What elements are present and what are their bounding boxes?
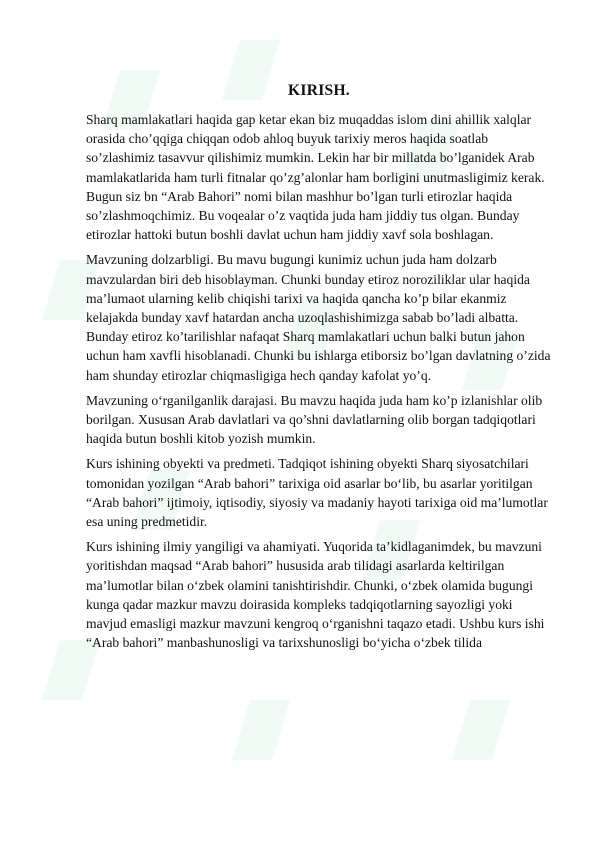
section-title: KIRISH.: [288, 82, 350, 99]
paragraph-intro: Sharq mamlakatlari haqida gap ketar ekan biz muqaddas islom dini ahillik xalqlar orasida cho’qqiga chiqqan odob ahloq buyuk tarixiy meros haqida soatlab so’zlashimiz tasavvur qilishimiz mumkin. Lekin har bir millatda bo’lganidek Arab mamlakatlarida ham turli fitnalar qo’zg’alonlar ham borligini unutmasligimiz kerak. Bugun siz bn “Arab Bahori” nomi bilan mashhur bo’lgan turli etirozlar haqida so’zlashmoqchimiz. Bu voqealar o’z vaqtida juda ham jiddiy tus olgan. Bunday etirozlar hattoki butun boshli davlat uchun ham jiddiy xavf sola boshlagan.: [86, 112, 545, 243]
document-body: [86, 82, 552, 658]
watermark-shape: [232, 700, 290, 760]
paragraph-relevance: Mavzuning dolzarbligi. Bu mavu bugungi kunimiz uchun juda ham dolzarb mavzulardan biri deb hisoblayman. Chunki bunday etiroz noroziliklar ular haqida ma’lumaot ularning kelib chiqishi tarixi va haqida qancha ko’p bilar ekanmiz kelajakda bunday xavf hatardan ancha uzoqlashishimizga sabab bo’ladi albatta. Bunday etiroz ko’tarilishlar nafaqat Sharq mamlakatlari uchun balki butun jahon uchun ham xavfli hisoblanadi. Chunki bu ishlarga etiborsiz bo’lgan davlatning o’zida ham shunday etirozlar chiqmasligiga hech qanday kafolat yo’q.: [86, 252, 551, 383]
paragraph-study-level: Mavzuning o‘rganilganlik darajasi. Bu mavzu haqida juda ham ko’p izlanishlar olib borilgan. Xususan Arab davlatlari va qo’shni davlatlarning olib borgan tadqiqotlari haqida butun boshli kitob yozish mumkin.: [86, 392, 543, 447]
paragraph-object-subject: Kurs ishining obyekti va predmeti. Tadqiqot ishining obyekti Sharq siyosatchilari tomonidan yozilgan “Arab bahori” tarixiga oid asarlar bo‘lib, bu asarlar yoritilgan “Arab bahori” ijtimoiy, iqtisodiy, siyosiy va madaniy hayoti tarixiga oid ma’lumotlar esa uning predmetidir.: [86, 456, 548, 530]
paragraph-novelty: Kurs ishining ilmiy yangiligi va ahamiyati. Yuqorida ta’kidlaganimdek, bu mavzuni yoritishdan maqsad “Arab bahori” hususida arab tilidagi asarlarda keltirilgan ma’lumotlar bilan o‘zbek olamini tanishtirishdir. Chunki, o‘zbek olamida bugungi kunga qadar mazkur mavzu doirasida kompleks tadqiqotlarning sayozligi yoki mavjud emasligi mazkur mavzuni kengroq o‘rganishni taqazo etadi. Ushbu kurs ishi “Arab bahori” manbashunosligi va tarixshunosligi bo‘yicha o‘zbek tilida: [86, 539, 545, 651]
watermark-shape: [452, 700, 510, 760]
